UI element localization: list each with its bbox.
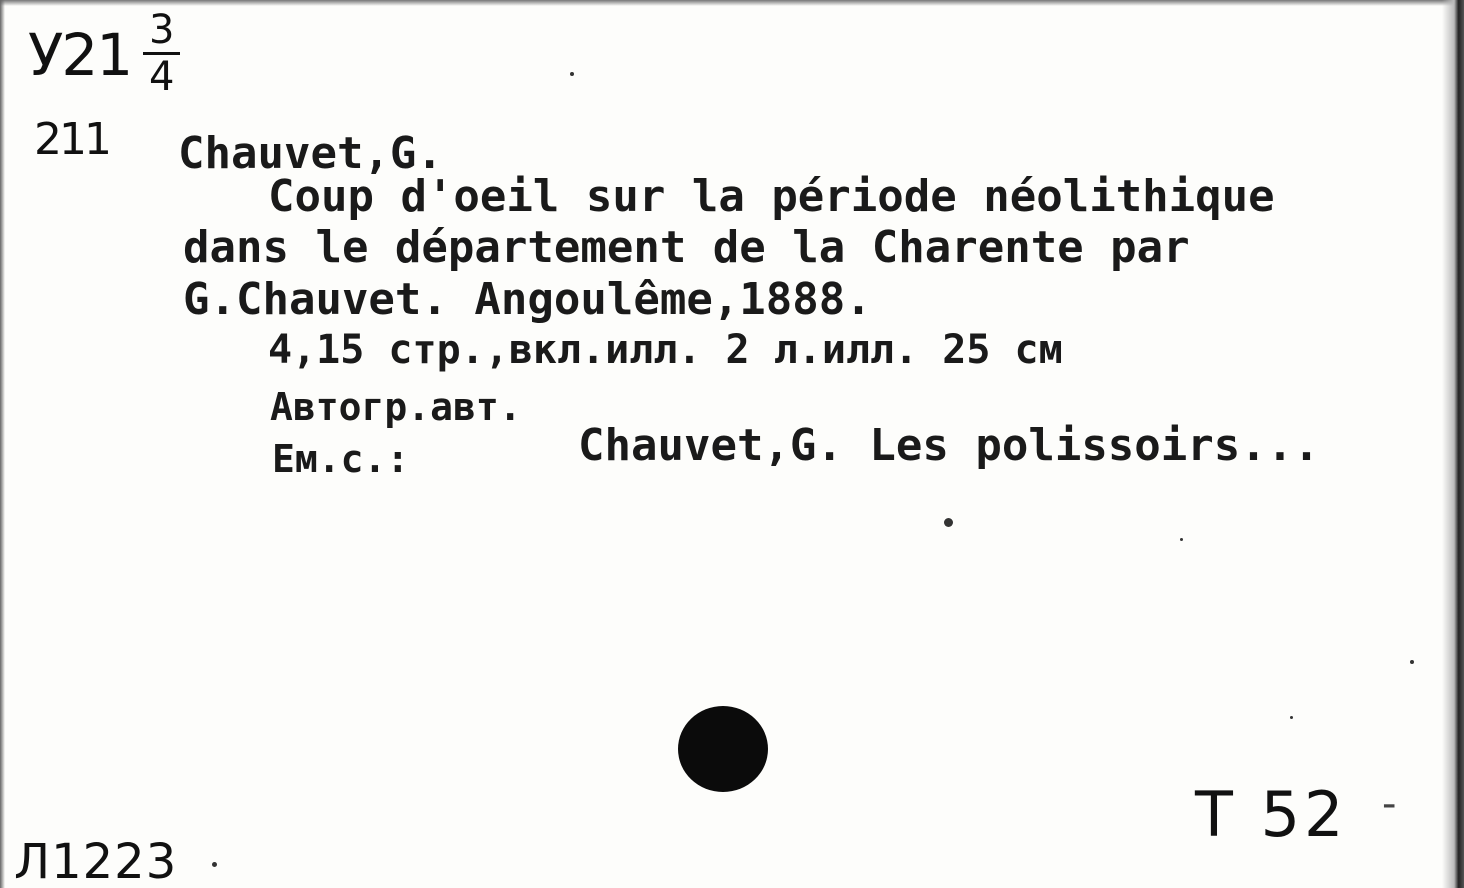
author-heading: Chauvet,G. (178, 128, 443, 179)
ink-speck (1180, 538, 1183, 541)
card-top-edge (0, 0, 1464, 6)
title-line-3: G.Chauvet. Angoulême,1888. (183, 274, 872, 325)
ink-speck (944, 518, 953, 527)
title-line-2: dans le département de la Charente par (183, 222, 1190, 273)
ink-speck (1290, 716, 1293, 719)
location-dash: - (1382, 781, 1397, 827)
card-left-edge (0, 0, 5, 888)
note-line: Автогр.авт. (270, 385, 522, 429)
ink-speck (212, 862, 217, 867)
shelfmark-fraction-top: 3 (143, 10, 180, 55)
punch-hole (678, 706, 768, 792)
inventory-mark: 211 (34, 114, 109, 165)
shelfmark: У21 (28, 21, 132, 89)
shelfmark-fraction (143, 7, 180, 100)
see-also-label: Ем.с.: (272, 437, 410, 481)
see-also-text: Chauvet,G. Les polissoirs... (578, 420, 1320, 471)
card-right-edge (1442, 0, 1464, 888)
location-code: T 52 (1195, 778, 1348, 851)
ink-speck (1410, 660, 1414, 664)
shelfmark-fraction-bottom: 4 (149, 54, 175, 100)
accession-number: Л1223 (14, 834, 178, 888)
ink-speck (570, 72, 574, 76)
collation-line: 4,15 стр.,вкл.илл. 2 л.илл. 25 см (268, 327, 1063, 373)
title-line-1: Coup d'oeil sur la période néolithique (268, 171, 1275, 222)
